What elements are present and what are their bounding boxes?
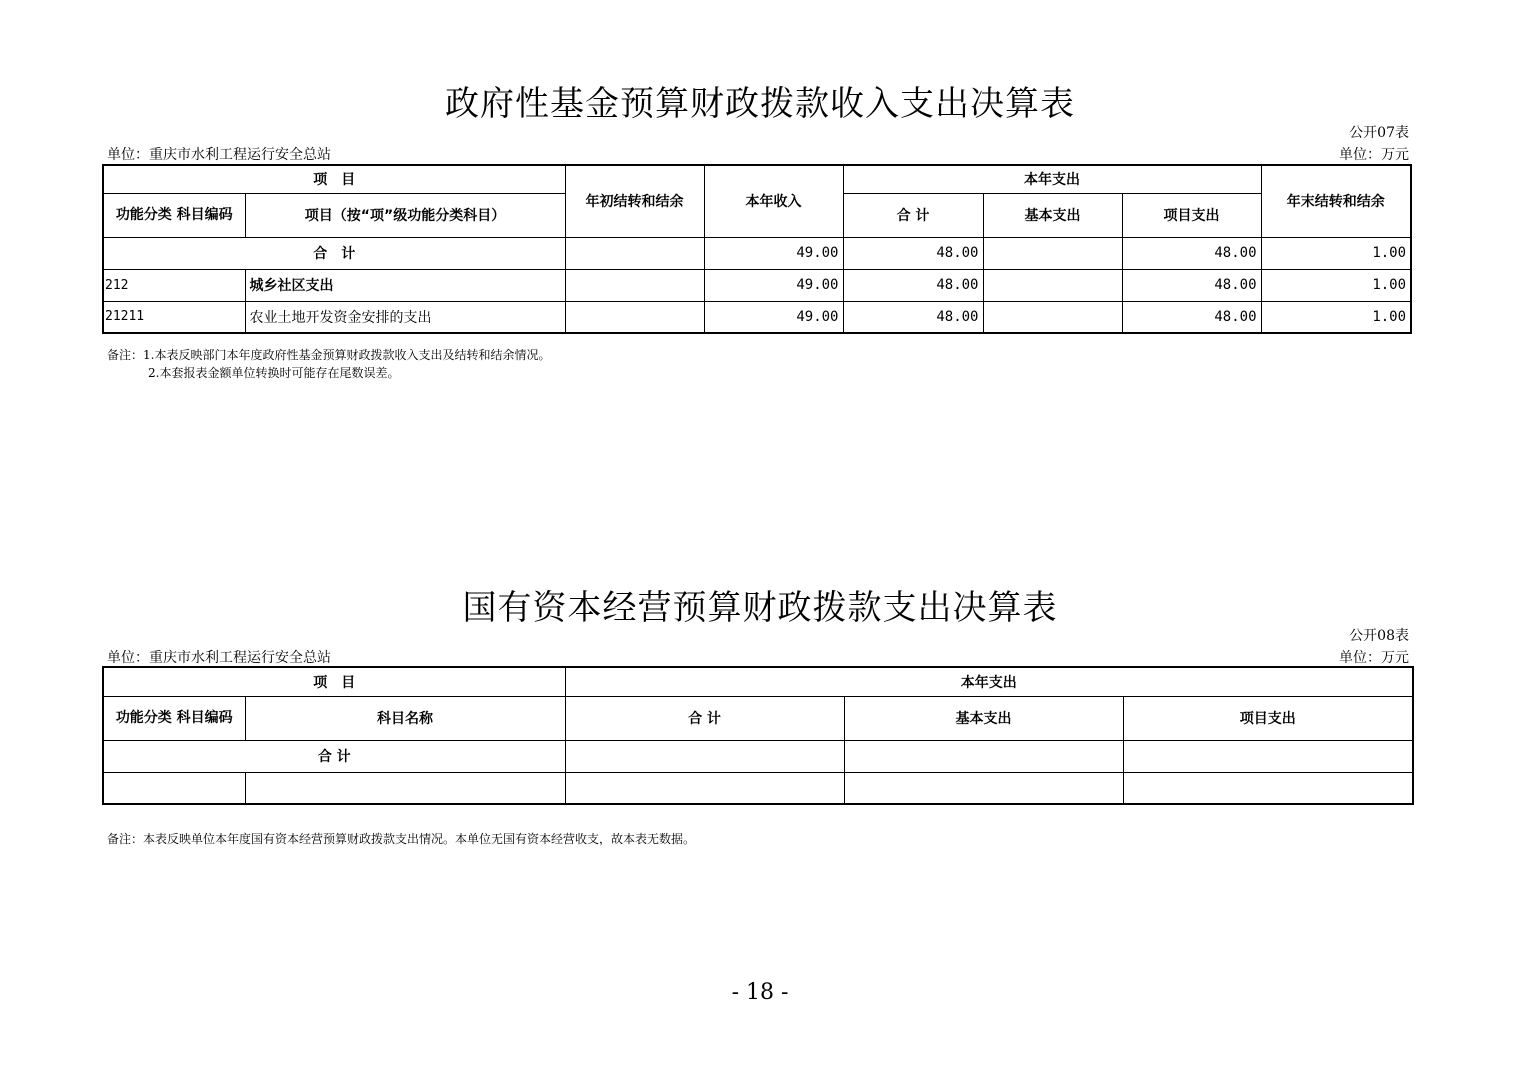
row-expense-project: 48.00 [1122,269,1261,301]
table07-total-expense-total: 48.00 [843,237,983,269]
table08-form-number: 公开08表 [1349,628,1409,644]
row-name: 农业土地开发资金安排的支出 [245,301,565,333]
table07-total-expense-project: 48.00 [1122,237,1261,269]
row-expense-total: 48.00 [843,301,983,333]
row-begin-balance [565,301,704,333]
row-income: 49.00 [704,301,843,333]
table08-total-total [565,740,844,772]
table-row [103,269,1411,301]
row-end-balance: 1.00 [1261,301,1411,333]
row-code: 212 [103,269,245,301]
row-expense-project: 48.00 [1122,301,1261,333]
row-begin-balance [565,269,704,301]
table08-grid [102,666,1414,805]
table08-unit-right: 单位：万元 [1339,650,1409,666]
table08-total-row [103,740,1413,772]
table07-total-row [103,237,1411,269]
table08-header-total: 合 计 [565,696,844,740]
table07-total-begin-balance [565,237,704,269]
table08-header-expense-group: 本年支出 [565,667,1413,696]
row-project [1123,772,1413,804]
table08-note: 备注：本表反映单位本年度国有资本经营预算财政拨款支出情况。本单位无国有资本经营收支，故本表无数据。 [107,832,696,846]
table07-total-expense-basic [983,237,1122,269]
table07-header-income: 本年收入 [704,165,843,237]
table08-header-basic: 基本支出 [844,696,1123,740]
row-code [103,772,245,804]
table07-total-end-balance: 1.00 [1261,237,1411,269]
table07-title: 政府性基金预算财政拨款收入支出决算表 [445,84,1075,124]
table07-header-begin-balance: 年初结转和结余 [565,165,704,237]
table07-header-name: 项目（按“项”级功能分类科目） [245,193,565,237]
row-expense-basic [983,301,1122,333]
table-row [103,772,1413,804]
row-name [245,772,565,804]
table08-header-name: 科目名称 [245,696,565,740]
row-income: 49.00 [704,269,843,301]
table08-total-basic [844,740,1123,772]
table07-header-expense-total: 合 计 [843,193,983,237]
table-row [103,301,1411,333]
table08-header-row-2 [103,696,1413,740]
table07-form-number: 公开07表 [1349,125,1409,141]
table07-note-2: 2.本套报表金额单位转换时可能存在尾数误差。 [148,366,400,380]
table08-unit-left: 单位：重庆市水利工程运行安全总站 [107,650,331,666]
table07-header-expense-basic: 基本支出 [983,193,1122,237]
table07-total-label: 合 计 [103,237,565,269]
page-number: - 18 - [731,980,789,1005]
table07-total-income: 49.00 [704,237,843,269]
table08-total-project [1123,740,1413,772]
table07-header-row-1 [103,165,1411,193]
table07-header-expense-group: 本年支出 [843,165,1261,193]
table07-grid [102,164,1412,334]
row-code: 21211 [103,301,245,333]
row-total [565,772,844,804]
row-name: 城乡社区支出 [245,269,565,301]
table08-header-row-1 [103,667,1413,696]
table07-note-1: 备注：1.本表反映部门本年度政府性基金预算财政拨款收入支出及结转和结余情况。 [107,348,551,362]
table07-header-code: 功能分类 科目编码 [103,193,245,237]
table07-unit-right: 单位：万元 [1339,147,1409,163]
table08-header-code: 功能分类 科目编码 [103,696,245,740]
table08-title: 国有资本经营预算财政拨款支出决算表 [462,588,1058,628]
table07-header-item: 项 目 [103,165,565,193]
row-basic [844,772,1123,804]
table08-header-project: 项目支出 [1123,696,1413,740]
table08-header-item: 项 目 [103,667,565,696]
table07-unit-left: 单位：重庆市水利工程运行安全总站 [107,147,331,163]
table07-header-end-balance: 年末结转和结余 [1261,165,1411,237]
table07-header-expense-project: 项目支出 [1122,193,1261,237]
row-expense-total: 48.00 [843,269,983,301]
table08-total-label: 合 计 [103,740,565,772]
row-end-balance: 1.00 [1261,269,1411,301]
row-expense-basic [983,269,1122,301]
